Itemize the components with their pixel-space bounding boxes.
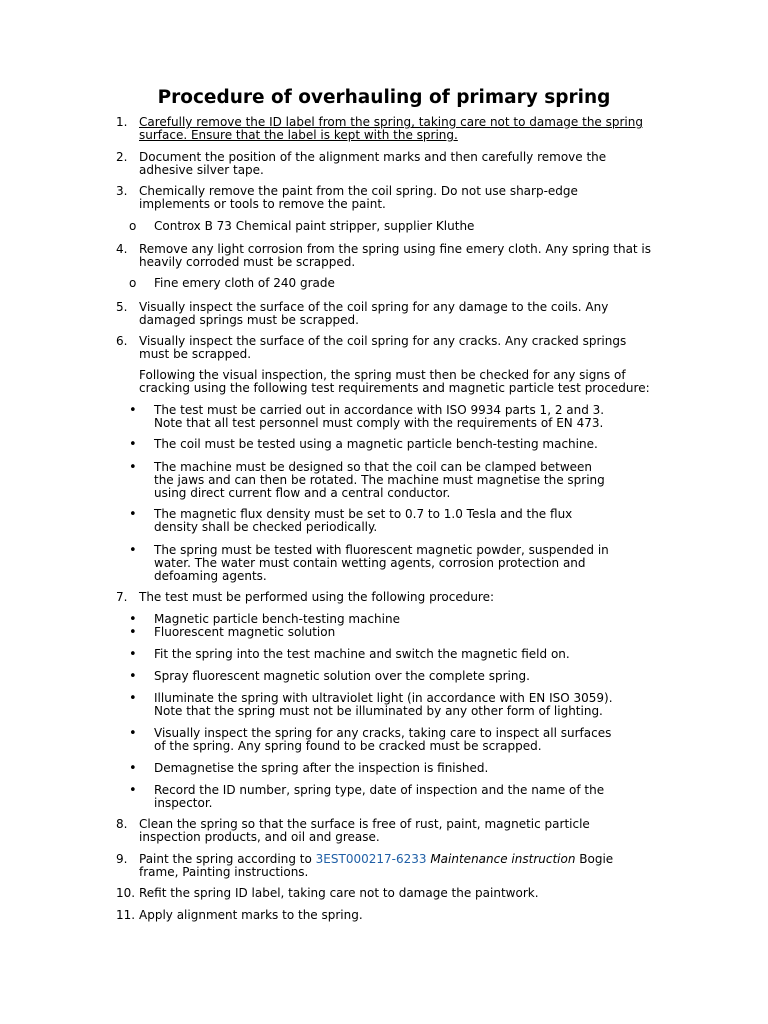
step-line: Visually inspect the spring for any cracks, taking care to inspect all surfaces bbox=[154, 726, 612, 740]
sub-bullet: o bbox=[129, 219, 137, 233]
step-text bbox=[139, 887, 644, 900]
bullet-text bbox=[154, 692, 644, 718]
step-line: Carefully remove the ID label from the spring, taking care not to damage the spring bbox=[139, 115, 643, 129]
step-line: defoaming agents. bbox=[154, 569, 267, 583]
step-number: 3. bbox=[116, 184, 128, 198]
bullet: • bbox=[129, 507, 137, 522]
step-text bbox=[139, 853, 644, 879]
bullet: • bbox=[129, 691, 137, 706]
bullet: • bbox=[129, 783, 137, 798]
step-line: surface. Ensure that the label is kept with the spring. bbox=[139, 128, 458, 142]
sub-text bbox=[154, 220, 644, 233]
step-line: of the spring. Any spring found to be cracked must be scrapped. bbox=[154, 739, 542, 753]
step-number: 11. bbox=[116, 908, 136, 922]
step-line: Fluorescent magnetic solution bbox=[154, 625, 336, 639]
bullet: • bbox=[129, 612, 137, 627]
step-line: The machine must be designed so that the coil can be clamped between bbox=[154, 460, 593, 474]
step-number: 1. bbox=[116, 115, 128, 129]
bullet: • bbox=[129, 403, 137, 418]
bullet-text bbox=[154, 438, 644, 451]
step-line: the jaws and can then be rotated. The machine must magnetise the spring bbox=[154, 473, 605, 487]
step-line: Spray fluorescent magnetic solution over the complete spring. bbox=[154, 669, 530, 683]
step-text bbox=[139, 301, 644, 327]
step-line: inspector. bbox=[154, 796, 213, 810]
bullet-text bbox=[154, 670, 644, 683]
step-number: 5. bbox=[116, 300, 128, 314]
step-line: density shall be checked periodically. bbox=[154, 520, 378, 534]
step-line: adhesive silver tape. bbox=[139, 163, 264, 177]
bullet-text bbox=[154, 461, 644, 500]
step-line: Visually inspect the surface of the coil spring for any damage to the coils. Any bbox=[139, 300, 609, 314]
step-text-part: Bogie bbox=[575, 852, 614, 866]
step-text bbox=[139, 185, 644, 211]
step-number: 6. bbox=[116, 334, 128, 348]
step-line: Clean the spring so that the surface is free of rust, paint, magnetic particle bbox=[139, 817, 590, 831]
document-reference-link[interactable]: 3EST000217-6233 bbox=[315, 852, 427, 866]
sub-bullet: o bbox=[129, 276, 137, 290]
step-text bbox=[139, 818, 644, 844]
bullet-text bbox=[154, 648, 644, 661]
bullet-text bbox=[154, 762, 644, 775]
step-line: Document the position of the alignment marks and then carefully remove the bbox=[139, 150, 607, 164]
step-number: 9. bbox=[116, 852, 128, 866]
step-line: The magnetic flux density must be set to 0.7 to 1.0 Tesla and the flux bbox=[154, 507, 573, 521]
bullet: • bbox=[129, 543, 137, 558]
bullet-text bbox=[154, 508, 644, 534]
step-text-part: Paint the spring according to bbox=[139, 852, 316, 866]
step-line: must be scrapped. bbox=[139, 347, 252, 361]
maintenance-instruction-label: Maintenance instruction bbox=[430, 852, 576, 866]
step-line: Illuminate the spring with ultraviolet light (in accordance with EN ISO 3059). bbox=[154, 691, 613, 705]
step-line: Refit the spring ID label, taking care not to damage the paintwork. bbox=[139, 886, 539, 900]
step-line: inspection products, and oil and grease. bbox=[139, 830, 380, 844]
sub-text bbox=[154, 277, 644, 290]
bullet: • bbox=[129, 726, 137, 741]
step-line: Controx B 73 Chemical paint stripper, supplier Kluthe bbox=[154, 219, 475, 233]
bullet-text bbox=[154, 784, 644, 810]
bullet-text bbox=[154, 404, 644, 430]
step-line: The spring must be tested with fluorescent magnetic powder, suspended in bbox=[154, 543, 609, 557]
step-line: Note that the spring must not be illuminated by any other form of lighting. bbox=[154, 704, 603, 718]
step-number: 10. bbox=[116, 886, 136, 900]
step-line: Following the visual inspection, the spring must then be checked for any signs of bbox=[139, 368, 626, 382]
step-line: Fine emery cloth of 240 grade bbox=[154, 276, 335, 290]
step-line: Record the ID number, spring type, date of inspection and the name of the bbox=[154, 783, 605, 797]
step-line: Demagnetise the spring after the inspection is finished. bbox=[154, 761, 489, 775]
page-title: Procedure of overhauling of primary spring bbox=[157, 87, 611, 108]
step-line: Visually inspect the surface of the coil spring for any cracks. Any cracked springs bbox=[139, 334, 627, 348]
step-number: 2. bbox=[116, 150, 128, 164]
step-line: Chemically remove the paint from the coil spring. Do not use sharp-edge bbox=[139, 184, 578, 198]
bullet-text bbox=[154, 626, 644, 639]
step-text bbox=[139, 151, 644, 177]
step-text bbox=[139, 242, 652, 269]
step-line: Magnetic particle bench-testing machine bbox=[154, 612, 400, 626]
step-line: frame, Painting instructions. bbox=[139, 865, 309, 879]
step-line: Fit the spring into the test machine and switch the magnetic field on. bbox=[154, 647, 570, 661]
step-line: The test must be carried out in accordance with ISO 9934 parts 1, 2 and 3. bbox=[154, 403, 605, 417]
step-number: 8. bbox=[116, 817, 128, 831]
bullet: • bbox=[129, 625, 137, 640]
step-line: Note that all test personnel must comply with the requirements of EN 473. bbox=[154, 416, 604, 430]
step-line: damaged springs must be scrapped. bbox=[139, 313, 359, 327]
step-line: The test must be performed using the following procedure: bbox=[139, 590, 495, 604]
step-line: water. The water must contain wetting agents, corrosion protection and bbox=[154, 556, 586, 570]
paragraph-text bbox=[139, 368, 650, 395]
step-text bbox=[139, 335, 644, 361]
step-line: The coil must be tested using a magnetic particle bench-testing machine. bbox=[154, 437, 598, 451]
bullet: • bbox=[129, 669, 137, 684]
step-text bbox=[139, 591, 644, 604]
step-text bbox=[139, 116, 644, 142]
step-number: 4. bbox=[116, 242, 128, 256]
step-text bbox=[139, 909, 644, 922]
bullet-text bbox=[154, 727, 644, 753]
step-line: using direct current flow and a central conductor. bbox=[154, 486, 451, 500]
step-number: 7. bbox=[116, 590, 128, 604]
step-line: cracking using the following test requirements and magnetic particle test procedure: bbox=[139, 381, 650, 395]
step-line: Remove any light corrosion from the spring using fine emery cloth. Any spring that is bbox=[139, 242, 652, 256]
bullet: • bbox=[129, 761, 137, 776]
step-line: heavily corroded must be scrapped. bbox=[139, 255, 356, 269]
step-line: implements or tools to remove the paint. bbox=[139, 197, 386, 211]
bullet-text bbox=[154, 544, 644, 583]
bullet: • bbox=[129, 460, 137, 475]
step-line: Apply alignment marks to the spring. bbox=[139, 908, 363, 922]
bullet: • bbox=[129, 647, 137, 662]
bullet: • bbox=[129, 437, 137, 452]
